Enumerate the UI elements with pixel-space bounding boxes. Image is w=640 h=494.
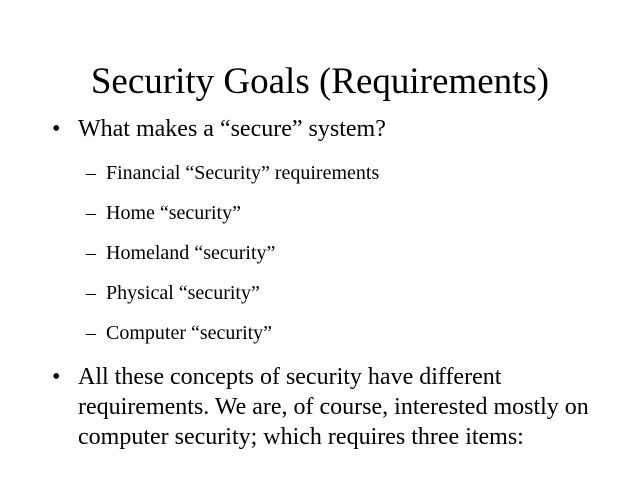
dash-icon: – [86,282,96,304]
dash-icon: – [86,322,96,344]
bullet-icon: • [52,364,61,390]
dash-icon: – [86,162,96,184]
sub-item-text: Computer “security” [106,322,273,344]
sub-item-text: Physical “security” [106,282,260,304]
slide-title: Security Goals (Requirements) [90,61,550,102]
dash-icon: – [86,242,96,264]
bullet-icon: • [52,116,61,142]
bullet-text: All these concepts of security have different requirements. We are, of course, interested mostly on computer security; which requires three items: [78,364,589,450]
sub-item-text: Homeland “security” [106,242,276,264]
sub-item-text: Home “security” [106,202,241,224]
bullet-text: What makes a “secure” system? [78,116,386,142]
sub-item-text: Financial “Security” requirements [106,162,380,184]
dash-icon: – [86,202,96,224]
